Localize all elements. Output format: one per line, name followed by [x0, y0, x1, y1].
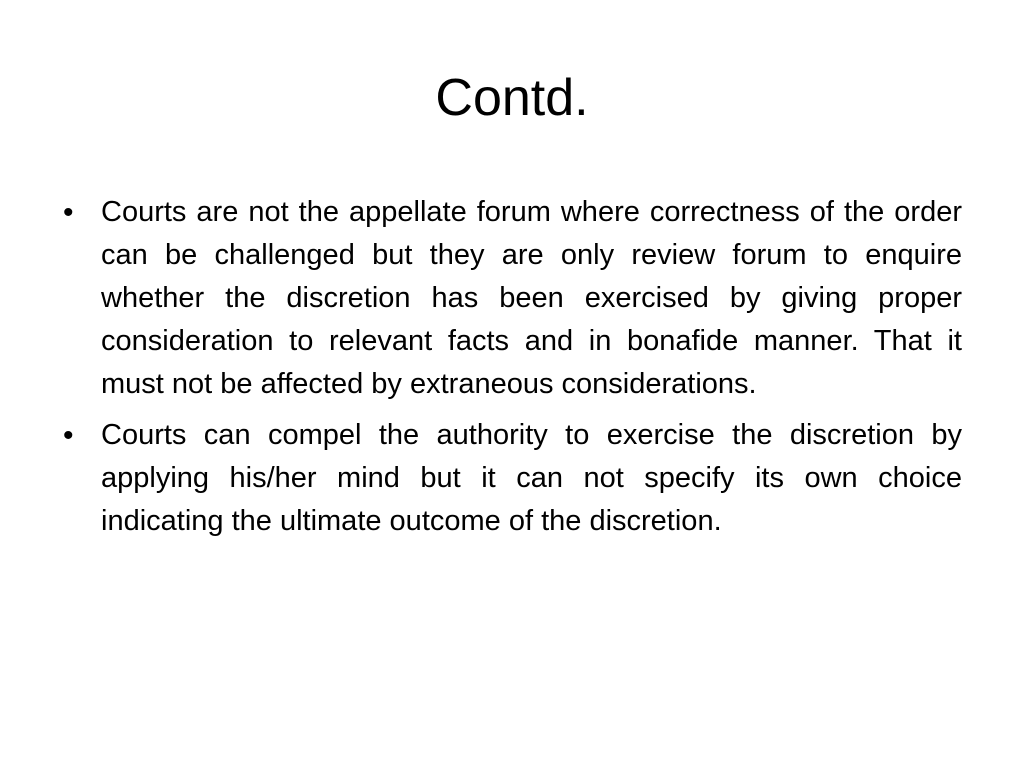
slide-title: Contd. — [435, 69, 589, 127]
bullet-text: Courts are not the appellate forum where correctness of the order can be challenged but they are only review forum to enquire whether the discretion has been exercised by giving proper consideration to relevant facts and in bonafide manner. That it must not be affected by extraneous considerations. — [101, 196, 962, 400]
bullet-dot-icon: • — [63, 196, 74, 229]
bullet-list — [58, 191, 962, 551]
bullet-item — [58, 191, 962, 406]
bullet-item — [58, 414, 962, 543]
bullet-text: Courts can compel the authority to exercise the discretion by applying his/her mind but it can not specify its own choice indicating the ultimate outcome of the discretion. — [101, 419, 962, 537]
bullet-dot-icon: • — [63, 419, 74, 452]
